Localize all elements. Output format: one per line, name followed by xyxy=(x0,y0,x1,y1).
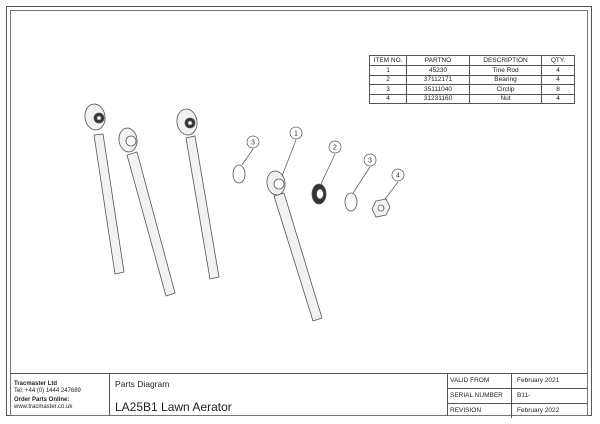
balloon-label: 3 xyxy=(368,157,372,165)
circlip-part xyxy=(233,165,245,183)
leader-line xyxy=(385,182,398,199)
bom-cell: 31231160 xyxy=(407,94,470,104)
bom-cell: 4 xyxy=(542,94,575,104)
bom-cell: 37112171 xyxy=(407,75,470,85)
meta-divider xyxy=(511,374,512,388)
tine-rod-assembly xyxy=(175,108,219,279)
leader-line xyxy=(242,149,253,165)
bom-header-partno: PARTNO xyxy=(407,56,470,66)
bom-cell: 4 xyxy=(370,94,407,104)
meta-row-valid-from xyxy=(447,374,588,389)
bearing-part xyxy=(312,184,326,204)
bom-cell: Circlip xyxy=(470,85,542,95)
company-info xyxy=(14,381,81,411)
bom-cell: 1 xyxy=(370,66,407,76)
company-website-link[interactable]: www.tracmaster.co.uk xyxy=(14,404,73,410)
model-title: LA25B1 Lawn Aerator xyxy=(115,400,232,414)
bom-cell: Nut xyxy=(470,94,542,104)
drawing-meta xyxy=(447,374,588,418)
balloon-label: 1 xyxy=(294,130,298,138)
company-name: Tracmaster Ltd xyxy=(14,381,58,387)
bom-header-description: DESCRIPTION xyxy=(470,56,542,66)
meta-divider xyxy=(511,404,512,418)
balloon-label: 4 xyxy=(396,172,400,180)
bom-cell: 45230 xyxy=(407,66,470,76)
meta-row-serial-number xyxy=(447,389,588,404)
bom-cell: 8 xyxy=(542,85,575,95)
leader-line xyxy=(321,154,335,184)
meta-divider xyxy=(511,389,512,403)
bom-cell: 35111040 xyxy=(407,85,470,95)
bom-header-qty: QTY. xyxy=(542,56,575,66)
company-phone: Tel: +44 (0) 1444 247689 xyxy=(14,388,81,394)
bom-cell: Bearing xyxy=(470,75,542,85)
diagram-kind: Parts Diagram xyxy=(115,379,170,389)
meta-value: February 2022 xyxy=(517,407,560,414)
meta-label: SERIAL NUMBER xyxy=(450,392,503,399)
bom-cell: 4 xyxy=(542,75,575,85)
title-block xyxy=(10,373,588,416)
meta-label: REVISION xyxy=(450,407,482,414)
circlip-part xyxy=(345,193,357,211)
nut-part xyxy=(372,199,390,217)
meta-label: VALID FROM xyxy=(450,377,490,384)
title-block-divider xyxy=(109,374,110,416)
bom-cell: 3 xyxy=(370,85,407,95)
meta-value: February 2021 xyxy=(517,377,560,384)
tine-rod xyxy=(117,127,175,296)
bom-header-item-no: ITEM NO. xyxy=(370,56,407,66)
bom-cell: 2 xyxy=(370,75,407,85)
meta-value: B11- xyxy=(517,392,531,399)
balloon-label: 3 xyxy=(251,139,255,147)
order-online-label: Order Parts Online: xyxy=(14,397,70,403)
leader-line xyxy=(353,167,370,193)
meta-row-revision xyxy=(447,404,588,418)
leader-line xyxy=(282,140,296,176)
bom-cell: 4 xyxy=(542,66,575,76)
balloon-label: 2 xyxy=(333,144,337,152)
bom-cell: Tine Rod xyxy=(470,66,542,76)
tine-rod-assembly xyxy=(83,103,124,274)
